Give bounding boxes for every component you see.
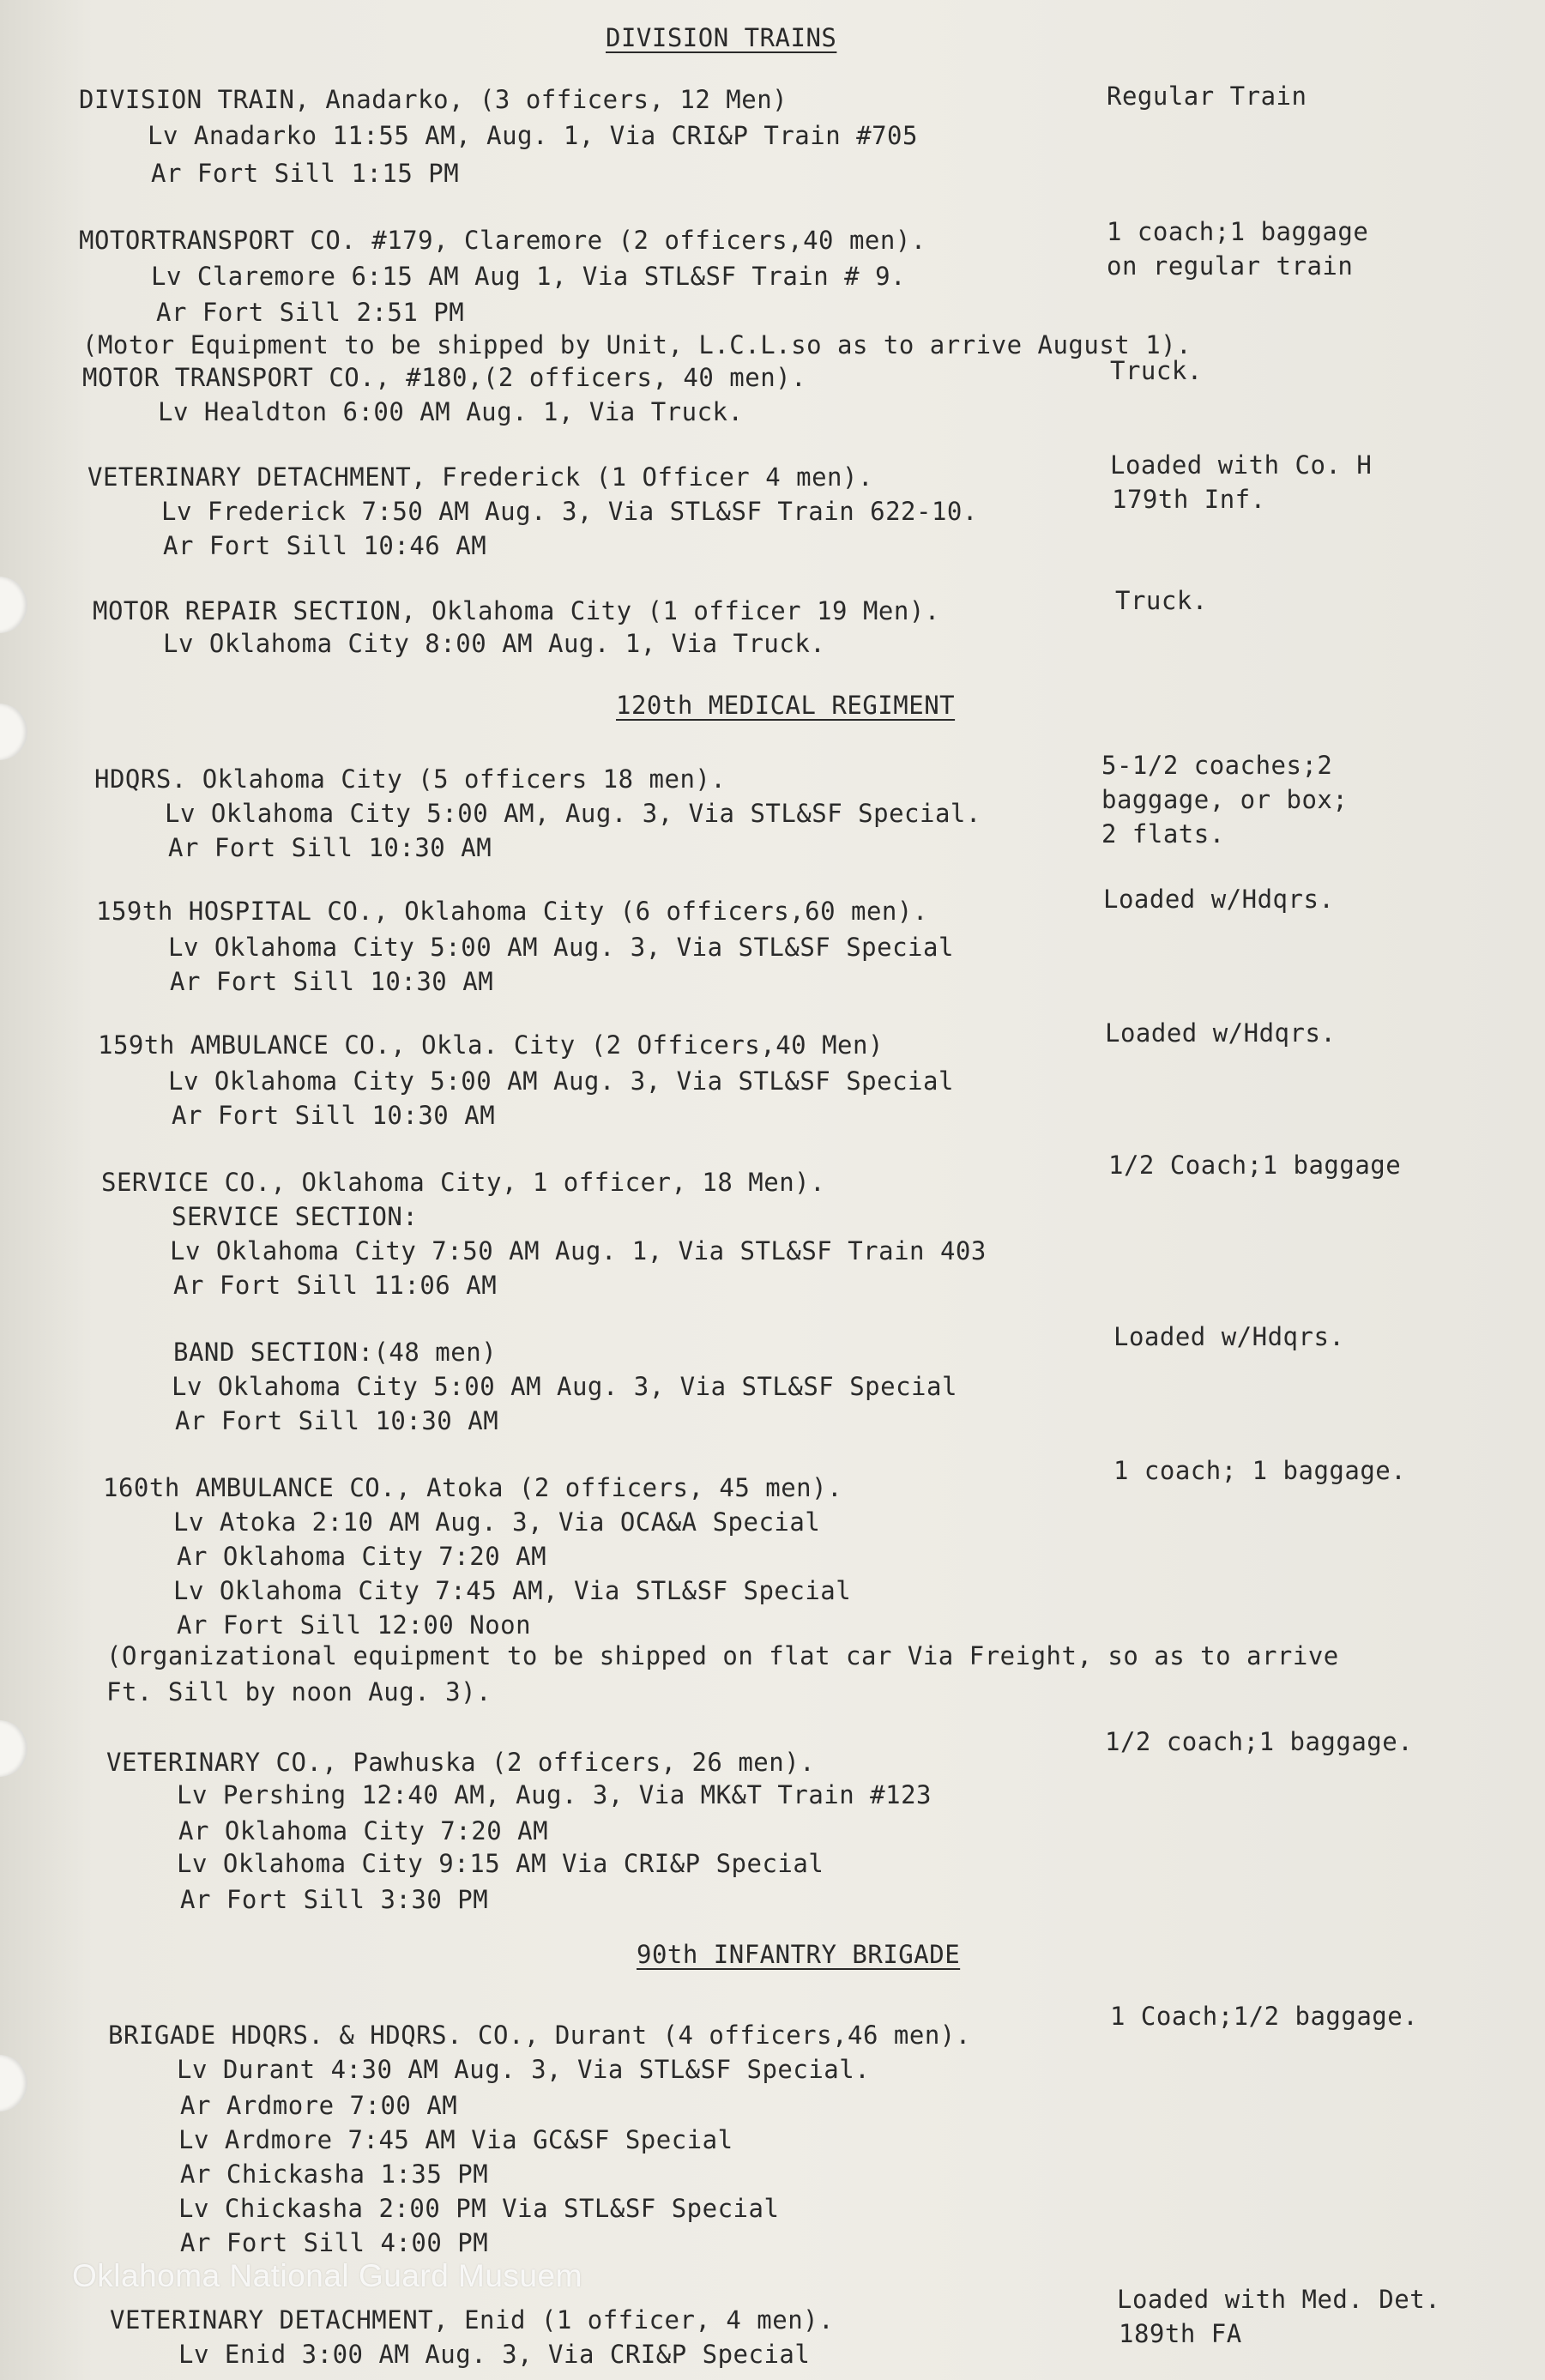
unit-line: Lv Enid 3:00 AM Aug. 3, Via CRI&P Special (178, 2340, 811, 2369)
unit-line: Lv Claremore 6:15 AM Aug 1, Via STL&SF Train # 9. (151, 262, 907, 291)
unit-note: Loaded with Med. Det. (1117, 2285, 1441, 2314)
unit-line: Lv Oklahoma City 9:15 AM Via CRI&P Special (177, 1849, 824, 1878)
unit-line: SERVICE SECTION: (172, 1202, 419, 1231)
unit-note: Loaded w/Hdqrs. (1103, 885, 1335, 914)
section-heading: 120th MEDICAL REGIMENT (616, 691, 956, 720)
unit-line: MOTOR TRANSPORT CO., #180,(2 officers, 40 men). (82, 363, 807, 392)
unit-line: VETERINARY DETACHMENT, Enid (1 officer, 4 men). (110, 2305, 835, 2335)
unit-line: Ar Fort Sill 12:00 Noon (177, 1610, 532, 1640)
binder-hole (0, 577, 27, 633)
unit-line: SERVICE CO., Oklahoma City, 1 officer, 18 Men). (101, 1168, 826, 1197)
section-heading: DIVISION TRAINS (606, 23, 837, 52)
unit-note: 179th Inf. (1112, 485, 1266, 514)
unit-line: Ar Oklahoma City 7:20 AM (177, 1542, 547, 1571)
unit-line: Ar Fort Sill 1:15 PM (151, 159, 460, 188)
unit-line: 159th HOSPITAL CO., Oklahoma City (6 officers,60 men). (96, 897, 928, 926)
unit-line: VETERINARY CO., Pawhuska (2 officers, 26 men). (106, 1748, 816, 1777)
watermark: Oklahoma National Guard Musuem (72, 2258, 582, 2293)
unit-line: Ar Fort Sill 10:30 AM (175, 1406, 499, 1435)
unit-line: Lv Oklahoma City 5:00 AM, Aug. 3, Via STL&SF Special. (165, 799, 981, 828)
unit-line: Lv Healdton 6:00 AM Aug. 1, Via Truck. (158, 397, 744, 426)
binder-hole (0, 704, 27, 760)
unit-line: Lv Oklahoma City 5:00 AM Aug. 3, Via STL&SF Special (168, 933, 954, 962)
unit-line: Ar Fort Sill 10:30 AM (170, 967, 494, 996)
unit-note: 189th FA (1119, 2319, 1242, 2348)
unit-line: Lv Oklahoma City 7:50 AM Aug. 1, Via STL&SF Train 403 (170, 1236, 987, 1266)
unit-line: Lv Oklahoma City 7:45 AM, Via STL&SF Special (173, 1576, 852, 1605)
unit-line: Lv Oklahoma City 5:00 AM Aug. 3, Via STL&SF Special (172, 1372, 957, 1401)
unit-line: (Motor Equipment to be shipped by Unit, L.C.L.so as to arrive August 1). (82, 330, 1192, 359)
unit-note: Loaded w/Hdqrs. (1113, 1322, 1345, 1351)
unit-line: Lv Pershing 12:40 AM, Aug. 3, Via MK&T Train #123 (177, 1780, 932, 1809)
unit-line: MOTORTRANSPORT CO. #179, Claremore (2 officers,40 men). (79, 226, 926, 255)
unit-line: Ar Chickasha 1:35 PM (180, 2160, 489, 2189)
unit-line: Ar Fort Sill 4:00 PM (180, 2228, 489, 2257)
unit-line: Lv Chickasha 2:00 PM Via STL&SF Special (178, 2194, 780, 2223)
unit-note: Truck. (1110, 356, 1203, 385)
unit-line: Lv Durant 4:30 AM Aug. 3, Via STL&SF Special. (177, 2055, 871, 2084)
unit-line: Ar Fort Sill 3:30 PM (180, 1885, 489, 1914)
unit-line: DIVISION TRAIN, Anadarko, (3 officers, 12 Men) (79, 85, 788, 114)
binder-hole (0, 2055, 27, 2111)
unit-line: Lv Atoka 2:10 AM Aug. 3, Via OCA&A Special (173, 1507, 821, 1537)
unit-line: 159th AMBULANCE CO., Okla. City (2 Officers,40 Men) (98, 1030, 884, 1060)
unit-note: 1 coach; 1 baggage. (1113, 1456, 1407, 1485)
unit-note: on regular train (1107, 251, 1354, 281)
unit-note: 1/2 coach;1 baggage. (1105, 1727, 1414, 1756)
unit-line: MOTOR REPAIR SECTION, Oklahoma City (1 officer 19 Men). (93, 596, 940, 625)
unit-note: Truck. (1115, 586, 1208, 615)
unit-line: 160th AMBULANCE CO., Atoka (2 officers, 45 men). (103, 1473, 843, 1502)
unit-line: Ar Fort Sill 10:30 AM (172, 1101, 496, 1130)
unit-note: Regular Train (1107, 82, 1307, 111)
unit-note: 2 flats. (1101, 819, 1225, 849)
unit-line: (Organizational equipment to be shipped on flat car Via Freight, so as to arrive (106, 1641, 1339, 1670)
unit-line: BAND SECTION:(48 men) (173, 1338, 498, 1367)
unit-line: Ar Fort Sill 10:30 AM (168, 833, 492, 862)
unit-line: Ar Fort Sill 11:06 AM (173, 1271, 498, 1300)
unit-line: Ar Oklahoma City 7:20 AM (178, 1816, 549, 1845)
binder-hole (0, 1720, 27, 1777)
unit-line: Ar Fort Sill 10:46 AM (163, 531, 487, 560)
unit-line: VETERINARY DETACHMENT, Frederick (1 Officer 4 men). (88, 462, 873, 492)
unit-line: Ft. Sill by noon Aug. 3). (106, 1677, 492, 1706)
unit-line: Lv Oklahoma City 5:00 AM Aug. 3, Via STL&SF Special (168, 1066, 954, 1096)
unit-line: BRIGADE HDQRS. & HDQRS. CO., Durant (4 officers,46 men). (108, 2021, 971, 2050)
unit-line: Lv Frederick 7:50 AM Aug. 3, Via STL&SF Train 622-10. (161, 497, 978, 526)
unit-line: Lv Ardmore 7:45 AM Via GC&SF Special (178, 2125, 733, 2154)
unit-line: Lv Oklahoma City 8:00 AM Aug. 1, Via Truck. (163, 629, 826, 658)
unit-note: 1 coach;1 baggage (1107, 217, 1369, 246)
unit-note: 1 Coach;1/2 baggage. (1110, 2002, 1419, 2031)
unit-note: Loaded w/Hdqrs. (1105, 1018, 1337, 1048)
unit-line: Ar Fort Sill 2:51 PM (156, 298, 465, 327)
unit-line: Lv Anadarko 11:55 AM, Aug. 1, Via CRI&P Train #705 (148, 121, 918, 150)
unit-note: 5-1/2 coaches;2 (1101, 751, 1333, 780)
unit-line: HDQRS. Oklahoma City (5 officers 18 men). (94, 764, 727, 794)
unit-note: baggage, or box; (1101, 785, 1349, 814)
unit-line: Ar Ardmore 7:00 AM (180, 2091, 458, 2120)
section-heading: 90th INFANTRY BRIGADE (637, 1940, 961, 1969)
unit-note: Loaded with Co. H (1110, 450, 1373, 480)
unit-note: 1/2 Coach;1 baggage (1108, 1151, 1402, 1180)
